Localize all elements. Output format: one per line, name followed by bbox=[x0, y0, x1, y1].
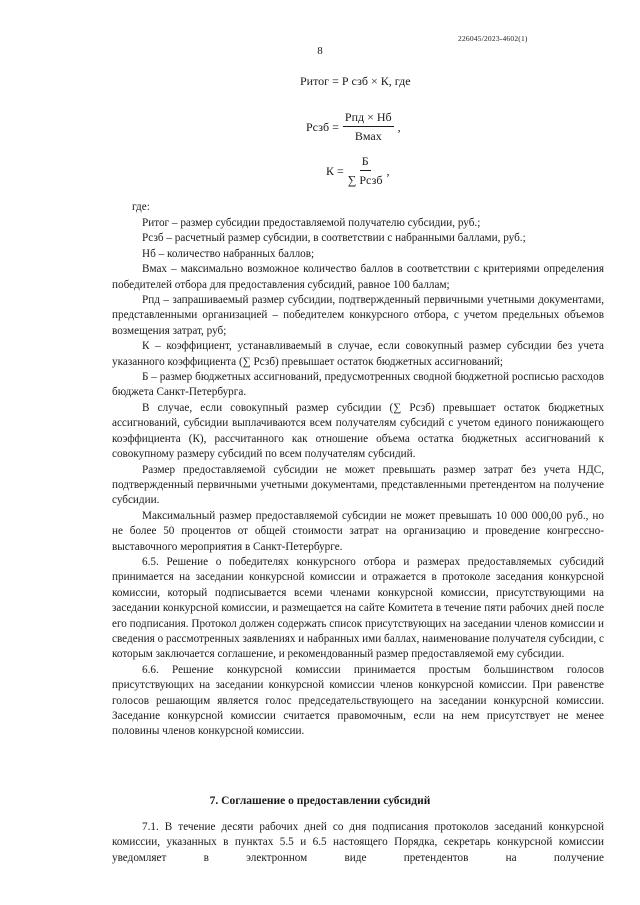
formula-tail: , bbox=[397, 119, 401, 134]
page-number: 8 bbox=[317, 45, 323, 57]
body-paragraph: Размер предоставляемой субсидии не может превышать размер затрат без учета НДС, подтвержденный первичными учетными документами, представленными претендентом на получение субсидии. bbox=[112, 463, 604, 507]
definition-item: Б – размер бюджетных ассигнований, предусмотренных сводной бюджетной росписью расходов бюджета Санкт-Петербурга. bbox=[112, 371, 604, 399]
fraction bbox=[348, 154, 383, 188]
body-paragraph-6-6: 6.6. Решение конкурсной комиссии принимается простым большинством голосов присутствующих на заседании конкурсной комиссии членов конкурсной комиссии. При равенстве голосов решающим является голос председательствующего на заседании конкурсной комиссии. Заседание конкурсной комиссии считается правомочным, если на нем присутствует не менее половины членов конкурсной комиссии. bbox=[112, 663, 604, 738]
definition-item: Вмах – максимально возможное количество баллов в соответствии с критериями определения победителей отбора для предоставления субсидий, равное 100 баллам; bbox=[112, 263, 604, 291]
formula-coefficient bbox=[326, 154, 389, 188]
formula-calculated-subsidy bbox=[306, 110, 401, 144]
formula-tail: , bbox=[386, 163, 390, 178]
definition-item: Рсзб – расчетный размер субсидии, в соответствии с набранными баллами, руб.; bbox=[142, 232, 526, 245]
definition-item: Нб – количество набранных баллов; bbox=[142, 247, 315, 260]
where-label: где: bbox=[132, 201, 150, 213]
definition-item: К – коэффициент, устанавливаемый в случае, если совокупный размер субсидии без учета указанного коэффициента (∑ Рсзб) превышает остаток бюджетных ассигнований; bbox=[112, 340, 604, 368]
definition-item: Ритог – размер субсидии предоставляемой получателю субсидии, руб.; bbox=[142, 217, 481, 229]
fraction-denominator: Вмах bbox=[354, 129, 382, 143]
body-paragraph-7-1: 7.1. В течение десяти рабочих дней со дня подписания протоколов заседаний конкурсной комиссии, указанных в пунктах 5.5 и 6.5 настоящего Порядка, секретарь конкурсной комиссии уведомляет в электронном виде претендентов на получение bbox=[112, 821, 604, 864]
fraction-numerator: Б bbox=[360, 154, 371, 171]
body-paragraph: В случае, если совокупный размер субсидии (∑ Рсзб) превышает остаток бюджетных ассигнований, субсидии выплачиваются всем получателям субсидий с учетом единого понижающего коэффициента (К), рассчитанного как отношение объема остатка бюджетных ассигнований к совокупному размеру субсидий по всем получателям субсидий. bbox=[112, 401, 604, 461]
document-registration-number: 226045/2023-4602(1) bbox=[458, 34, 528, 43]
formula-lhs: К = bbox=[326, 163, 344, 178]
formula-lhs: Рсзб = bbox=[306, 119, 339, 134]
section-7-text bbox=[112, 820, 604, 866]
definitions-list bbox=[112, 216, 604, 740]
section-heading: 7. Соглашение о предоставлении субсидий bbox=[209, 795, 431, 807]
fraction-denominator: ∑ Рсзб bbox=[347, 173, 383, 187]
definition-item: Рпд – запрашиваемый размер субсидии, подтвержденный первичными учетными документами, представленными организацией – победителем конкурсного отбора, с учетом предельных объемов возмещения затрат, руб; bbox=[112, 294, 604, 337]
fraction bbox=[343, 110, 394, 144]
body-paragraph: Максимальный размер предоставляемой субсидии не может превышать 10 000 000,00 руб., но не более 50 процентов от общей стоимости затрат на организацию и проведение конгрессно-выставочного мероприятия в Санкт-Петербурге. bbox=[112, 509, 604, 553]
fraction-numerator: Рпд × Нб bbox=[343, 110, 394, 127]
formula-total-subsidy: Ритог = Р сзб × К, где bbox=[300, 74, 411, 88]
body-paragraph-6-5: 6.5. Решение о победителях конкурсного отбора и размерах предоставляемых субсидий принимается на заседании конкурсной комиссии и отражается в протоколе заседания конкурсной комиссии, который подписывается всеми членами конкурсной комиссии, присутствующими на заседании конкурсной комиссии, и размещается на сайте Комитета в течение пяти рабочих дней после его подписания. Протокол должен содержать список присутствующих на заседании членов комиссии и сведения о рассмотренных заявлениях и набранных ими баллах, наименование получателя субсидии, с которым заключается соглашение, и рекомендованный размер предоставляемой ему субсидии. bbox=[112, 555, 604, 661]
